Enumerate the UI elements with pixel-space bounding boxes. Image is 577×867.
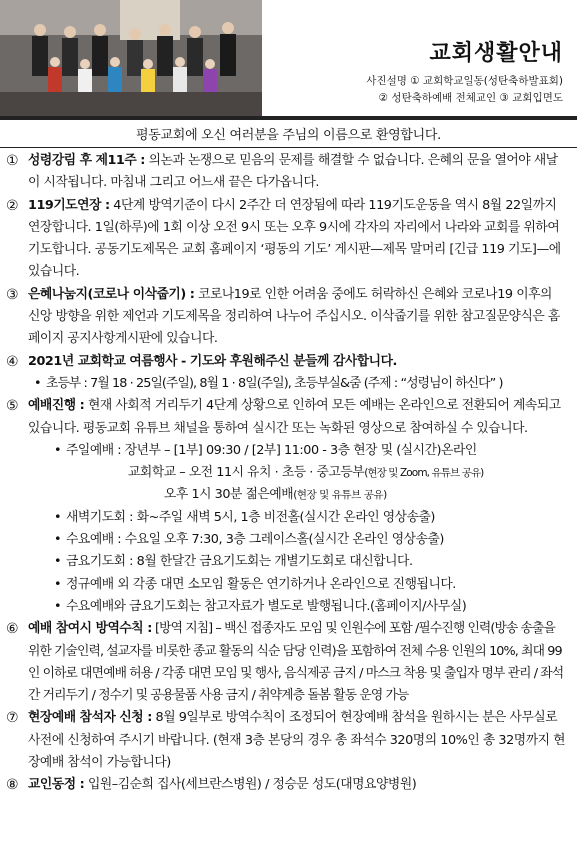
bullet-icon: • (34, 375, 41, 391)
bullet-icon: • (54, 576, 62, 592)
notice-item-2 (6, 195, 567, 284)
item-number: ④ (6, 353, 19, 370)
header (0, 0, 577, 116)
sub-text: 새벽기도회 : 화~주일 새벽 5시, 1층 비전홀(실시간 온라인 영상송출) (66, 509, 435, 525)
item-number: ② (6, 197, 19, 214)
congregation-photo (0, 0, 262, 116)
welcome-message: 평동교회에 오신 여러분을 주님의 이름으로 환영합니다. (136, 128, 441, 143)
item-number: ① (6, 153, 19, 169)
item-body: 입원–김순희 집사(세브란스병원) / 정승문 성도(대명요양병원) (84, 777, 417, 793)
item-number: ⑦ (6, 710, 19, 727)
caption-line: ② 성탄축하예배 전체교인 ③ 교회입면도 (378, 92, 563, 104)
item-title: 예배진행 : (28, 398, 85, 414)
sub-note: (현장 및 Zoom, 유튜브 공유) (364, 467, 484, 480)
notice-item-1 (6, 150, 567, 195)
list-item (48, 596, 567, 618)
item-body: 코로나19로 인한 어려움 중에도 허락하신 은혜와 코로나19 이후의 신앙 방향을 위한 제언과 기도제목을 정리하여 나누어 주십시오. 이삭줍기를 위한 참고질문양식은 홈페이지 공지사항게시판에 있습니다. (28, 286, 560, 347)
bullet-icon: • (54, 554, 62, 570)
sub-text: 수요예배와 금요기도회는 참고자료가 별도로 발행됩니다.(홈페이지/사무실) (66, 598, 467, 614)
list-item (48, 574, 567, 596)
bullet-icon: • (54, 532, 62, 548)
item-number: ③ (6, 286, 19, 303)
photo-caption (366, 73, 563, 107)
item-title: 성령강림 후 제11주 : (28, 153, 145, 168)
sub-text: 주일예배 : 장년부 – [1부] 09:30 / [2부] 11:00 - 3층 현장 및 (실시간)온라인 (66, 442, 477, 458)
sub-text: 오후 1시 30분 젊은예배 (164, 487, 294, 503)
item-title: 119기도연장 : (28, 197, 110, 213)
photo-illustration (0, 0, 262, 116)
item-title: 2021년 교회학교 여름행사 - 기도와 후원해주신 분들께 감사합니다. (28, 353, 397, 369)
item-number: ⑧ (6, 777, 19, 794)
sub-text: 정규예배 외 각종 대면 소모임 활동은 연기하거나 온라인으로 진행됩니다. (66, 576, 456, 592)
schedule-line (48, 462, 567, 484)
sub-text: 금요기도회 : 8월 한달간 금요기도회는 개별기도회로 대신합니다. (66, 554, 413, 570)
page-title: 교회생활안내 (429, 41, 563, 66)
sub-text: 수요예배 : 수요일 오후 7:30, 3층 그레이스홀(실시간 온라인 영상송출) (66, 532, 444, 548)
bullet-icon: • (54, 598, 62, 614)
sub-text: 초등부 : 7월 18 · 25일(주일), 8월 1 · 8일(주일), 초등부실&줌 (주제 : “성령님이 하신다” ) (46, 375, 503, 391)
item-number: ⑤ (6, 398, 19, 415)
item-title: 현장예배 참석자 신청 : (28, 710, 152, 726)
item-title: 교인동정 : (28, 777, 85, 793)
item-body: 의논과 논쟁으로 믿음의 문제를 해결할 수 없습니다. 은혜의 문을 열어야 새날이 시작됩니다. 마침내 그리고 어느새 끝은 다가옵니다. (28, 153, 558, 191)
item-body: 8월 9일부로 방역수칙이 조정되어 현장예배 참석을 원하시는 분은 사무실로 사전에 신청하여 주시기 바랍니다. (현재 3층 본당의 경우 총 좌석수 320명의 10%인 총 32명까지 현장예배 참석이 가능합니다) (28, 710, 566, 771)
list-item (48, 551, 567, 573)
notice-item-5 (6, 395, 567, 618)
bullet-icon: • (54, 509, 62, 525)
notice-item-7 (6, 707, 567, 774)
notice-item-8 (6, 774, 567, 796)
notice-item-6 (6, 618, 567, 707)
item-body: 현재 사회적 거리두기 4단계 상황으로 인하여 모든 예배는 온라인으로 전환되어 계속되고 있습니다. 평동교회 유튜브 채널을 통하여 실시간 또는 녹화된 영상으로 참여하실 수 있습니다. (28, 398, 561, 436)
item-title: 은혜나눔지(코로나 이삭줍기) : (28, 286, 195, 302)
sub-note: (현장 및 유튜브 공유) (293, 489, 387, 502)
list-item (48, 529, 567, 551)
list-item (28, 373, 567, 395)
sub-text: 교회학교 – 오전 11시 유치 · 초등 · 중고등부 (128, 465, 365, 481)
list-item (48, 507, 567, 529)
item-number: ⑥ (6, 621, 19, 638)
bullet-icon: • (54, 442, 62, 458)
schedule-line (84, 484, 567, 506)
item-body: 4단계 방역기준이 다시 2주간 더 연장됨에 따라 119기도운동을 역시 8월 22일까지 연장합니다. 1일(하루)에 1회 이상 오전 9시 또는 오후 9시에 각자의 자리에서 나라와 교회를 위하여 기도합니다. 공동기도제목은 교회 홈페이지 ‘평동의 기도’ 게시판—제목 말머리 [긴급 119 기도]—에 있습니다. (28, 197, 561, 280)
item-body: [방역 지침] – 백신 접종자도 모임 및 인원수에 포함 /필수진행 인력(방송 송출을 위한 기술인력, 설교자를 비롯한 종교 활동의 식순 담당 인력)을 포함하여 전체 수용 인원의 10%, 최대 99인 이하로 대면예배 허용 / 각종 대면 모임 및 행사, 음식제공 금지 / 마스크 착용 및 출입자 명부 관리 / 좌석 간 거리두기 / 정수기 및 공용물품 사용 금지 / 취약계층 돌봄 활동 운영 가능 (28, 621, 564, 704)
list-item (48, 440, 567, 462)
notice-item-4 (6, 351, 567, 396)
item-title: 예배 참여시 방역수칙 : (28, 621, 152, 637)
caption-line: 사진설명 ① 교회학교일동(성탄축하발표회) (366, 75, 563, 87)
notice-list (0, 148, 577, 797)
notice-item-3 (6, 284, 567, 351)
